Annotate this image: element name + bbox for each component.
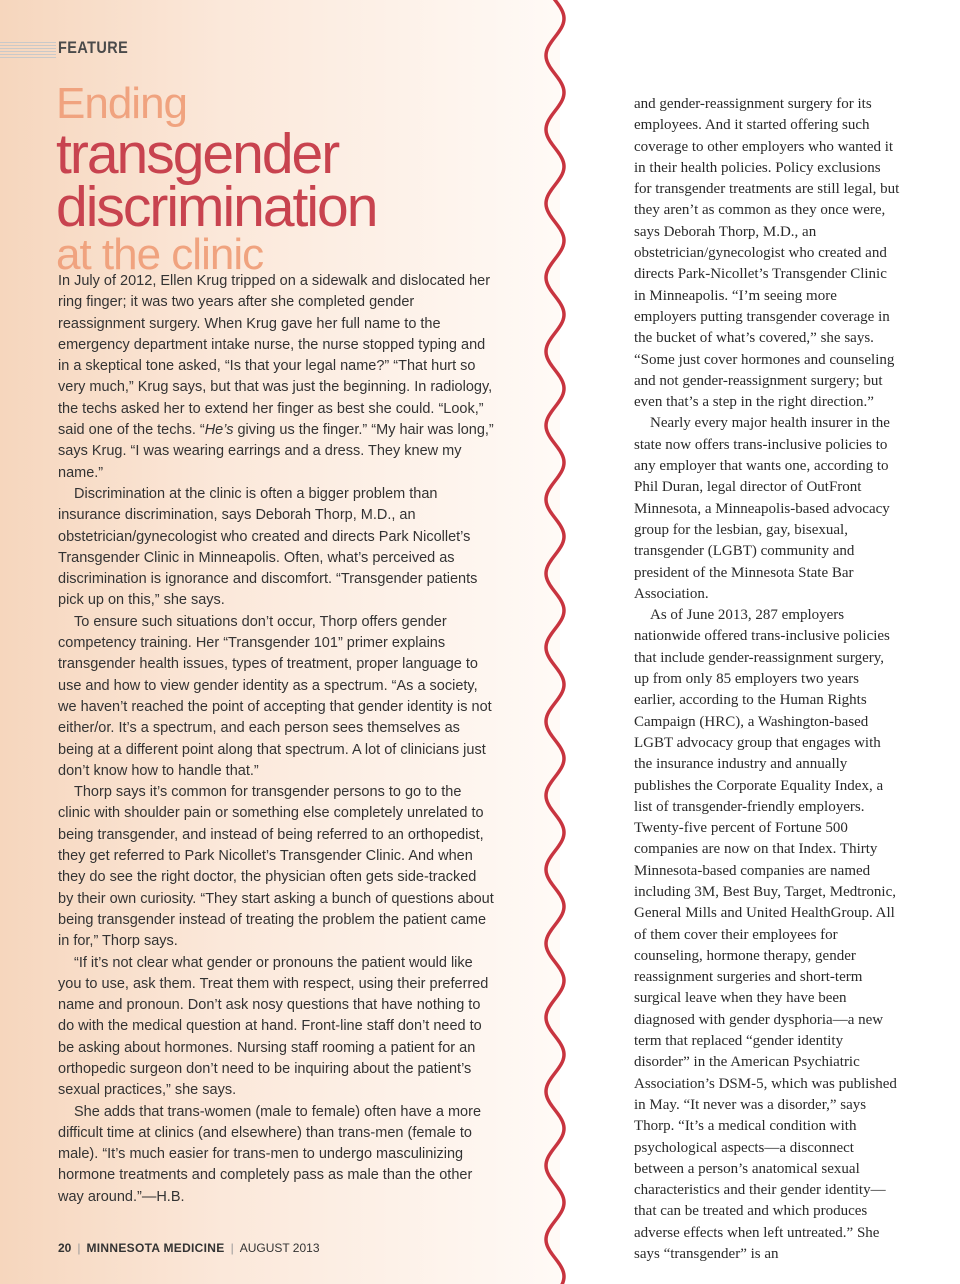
feature-bar-decoration [0, 40, 56, 58]
article-title [56, 79, 377, 279]
paragraph: and gender-reassignment surgery for its employees. And it started offering such coverage to other employers who wanted it in their health policies. Policy exclusions for transgender treatments are still legal, but they aren’t as common as they once were, says Deborah Thorp, M.D., an obstetrician/gynecologist who created and directs Park-Nicollet’s Transgender Clinic in Minneapolis. “I’m seeing more employers putting transgender coverage in the bucket of what’s covered,” she says. “Some just cover hormones and counseling and not gender-reassignment surgery; but even that’s a step in the right direction.” [634, 96, 900, 411]
paragraph: As of June 2013, 287 employers nationwide offered trans-inclusive policies that include gender-reassignment surgery, up from only 85 employers two years earlier, according to the Human Rights Campaign (HRC), a Washington-based LGBT advocacy group that engages with the insurance industry and annually publishes the Corporate Equality Index, a list of transgender-friendly employers. Twenty-five percent of Fortune 500 companies are now on that Index. Thirty Minnesota-based companies are named including 3M, Best Buy, Target, Medtronic, General Mills and United HealthGroup. All of them cover their employees for counseling, hormone therapy, gender reassignment surgeries and short-term surgical leave when they have been diagnosed with gender dysphoria—a new term that replaced “gender identity disorder” in the American Psychiatric Association’s DSM-5, which was published in May. “It never was a disorder,” says Thorp. “It’s a medical condition with psychological aspects—a disconnect between a person’s anatomical sexual characteristics and their gender identity—that can be treated and which produces adverse effects when left untreated.” She says “transgender” is an [634, 607, 897, 1263]
magazine-name: MINNESOTA MEDICINE [86, 1241, 225, 1255]
paragraph: She adds that trans-women (male to female) often have a more difficult time at clinics (and elsewhere) than trans-men (female to male). “It’s much easier for trans-men to undergo masculinizing hormone treatments and completely pass as male than the other way around.”—H.B. [58, 1103, 482, 1205]
emphasis: He’s [204, 422, 234, 439]
footer-separator: | [77, 1241, 81, 1255]
footer-separator: | [230, 1241, 234, 1255]
paragraph: To ensure such situations don’t occur, Thorp offers gender competency training. Her “Transgender 101” primer explains transgender health issues, types of treatment, proper language to use and how to view gender identity as a spectrum. “As a society, we haven’t reached the point of accepting that gender identity is not either/or. It’s a spectrum, and each person sees themselves as being at a different point along that spectrum. A lot of clinicians just don’t know how to handle that.” [58, 613, 492, 779]
paragraph: Thorp says it’s common for transgender persons to go to the clinic with shoulder pain or something else completely unrelated to being transgender, and instead of being referred to an orthopedist, they get referred to Park Nicollet’s Transgender Clinic. And when they do see the right doctor, the physician often gets side-tracked by their own curiosity. “They start asking a bunch of questions about being transgender instead of treating the problem the patient came in for,” Thorp says. [58, 784, 494, 950]
right-column-body [634, 94, 900, 1265]
paragraph: In July of 2012, Ellen Krug tripped on a sidewalk and dislocated her ring finger; it was two years after she completed gender reassignment surgery. When Krug gave her full name to the emergency department intake nurse, the nurse stopped typing and in a skeptical tone asked, “Is that your legal name?” “That hurt so very much,” Krug says, but that was just the beginning. In radiology, the techs asked her to extend her finger as best she could. “Look,” said one of the techs. “He’s giving us the finger.” “My hair was long,” says Krug. “I was wearing earrings and a dress. They knew my name.” [58, 273, 494, 481]
paragraph: “If it’s not clear what gender or pronouns the patient would like you to use, ask them. Treat them with respect, using their preferred name and pronoun. Don’t ask nosy questions that have nothing to do with the medical question at hand. Front-line staff don’t need to be asking about hormones. Nursing staff rooming a patient for an orthopedic surgeon don’t need to be inquiring about the patient’s sexual practices,” she says. [58, 954, 489, 1099]
paragraph: Nearly every major health insurer in the state now offers trans-inclusive policies to any employer that wants one, according to Phil Duran, legal director of OutFront Minnesota, a Minneapolis-based advocacy group for the lesbian, gay, bisexual, transgender (LGBT) community and president of the Minnesota State Bar Association. [634, 415, 890, 602]
title-line-1: Ending [56, 79, 188, 128]
title-line-2: transgender [56, 122, 339, 186]
issue-date: AUGUST 2013 [239, 1241, 320, 1255]
paragraph: Discrimination at the clinic is often a bigger problem than insurance discrimination, says Deborah Thorp, M.D., an obstetrician/gynecologist who created and directs Park Nicollet’s Transgender Clinic in Minneapolis. Often, what’s perceived as discrimination is ignorance and discomfort. “Transgender patients pick up on this,” she says. [58, 485, 478, 609]
page-number: 20 [58, 1241, 72, 1255]
left-column-body [58, 271, 494, 1208]
title-line-3: discrimination [56, 175, 377, 239]
section-label: FEATURE [58, 38, 129, 57]
page-footer [58, 1241, 320, 1255]
wavy-divider [530, 0, 580, 1284]
title-line-4: at the clinic [56, 230, 264, 279]
